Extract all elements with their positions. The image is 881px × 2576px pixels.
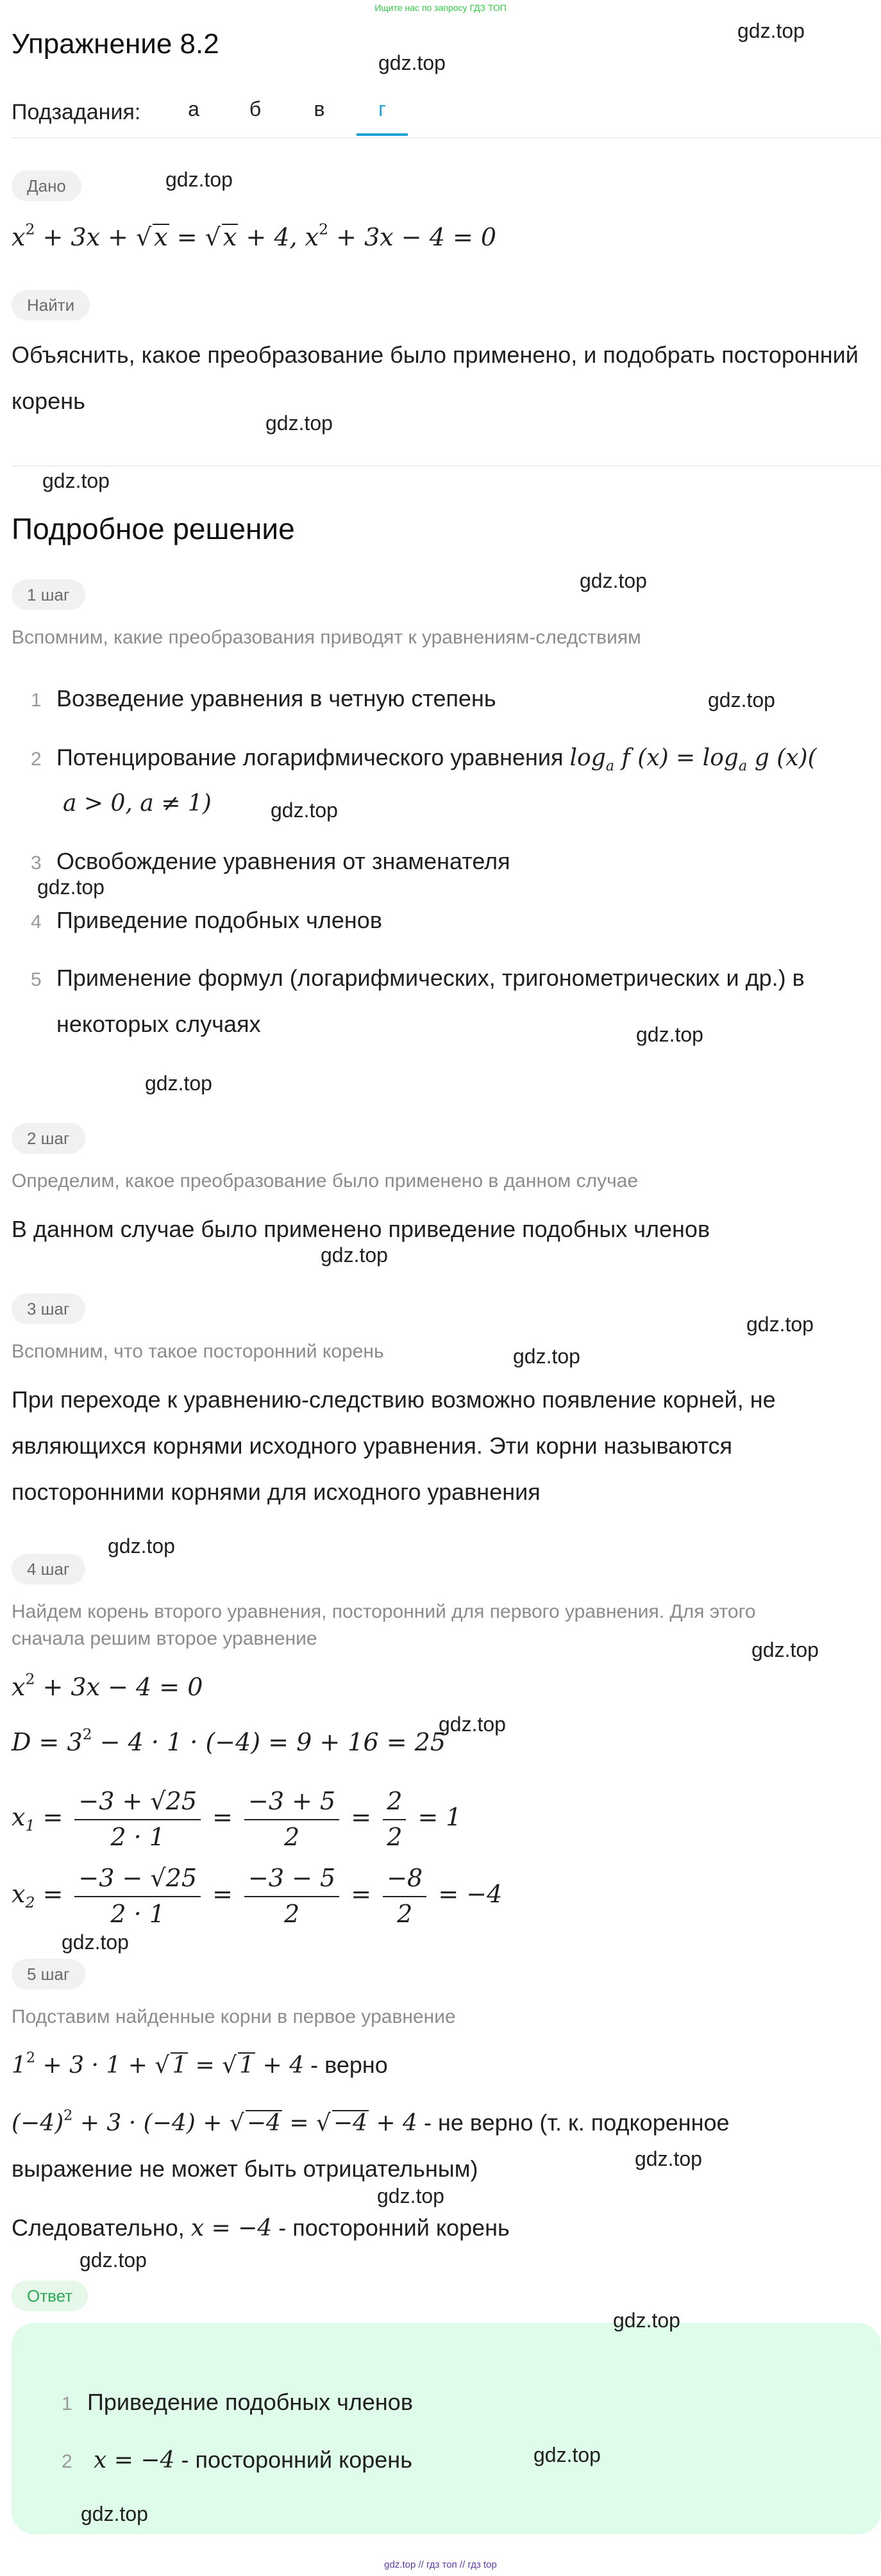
watermark: gdz.top	[708, 688, 775, 711]
watermark: gdz.top	[378, 51, 446, 74]
watermark: gdz.top	[513, 1345, 580, 1368]
divider	[12, 465, 881, 467]
step-3-badge: 3 шаг	[12, 1293, 85, 1324]
watermark: gdz.top	[145, 1072, 212, 1095]
step-4-discriminant: $D = 3^2 - 4 \cdot 1 \cdot (-4) = 9 + 16 = 25$	[12, 1725, 446, 1756]
answer-item: 2 x = −4 - посторонний корень	[62, 2447, 412, 2473]
step-1-hint: Вспомним, какие преобразования приводят к уравнениям-следствиям	[12, 627, 641, 648]
watermark: gdz.top	[635, 2147, 702, 2170]
watermark: gdz.top	[746, 1313, 814, 1336]
list-item: 2 Потенцирование логарифмического уравнения $\log_a f$ $(x) = \log_a g$ (x)(	[31, 744, 817, 774]
list-item: 3 Освобождение уравнения от знаменателя	[31, 848, 510, 874]
step-3-line: являющихся корнями исходного уравнения. Эти корни называются	[12, 1433, 732, 1459]
watermark: gdz.top	[613, 2309, 680, 2332]
answer-item: 1 Приведение подобных членов	[62, 2389, 413, 2415]
watermark: gdz.top	[737, 19, 805, 42]
step-4-equation: $x^2 + 3x - 4 = 0$	[12, 1670, 203, 1701]
step-5-check-2-line-2: выражение не может быть отрицательным)	[12, 2156, 478, 2182]
step-4-x1: $x_1$ = $\frac{-3 + √25}{2 \cdot 1}$ = $\frac{-3 + 5}{2}$ = $\frac{2}{2}$ = 1	[12, 1786, 462, 1851]
find-line-2: корень	[12, 388, 85, 414]
step-5-badge: 5 шаг	[12, 1959, 85, 1990]
list-item-condition: a > 0, a ≠ 1)	[63, 790, 212, 817]
watermark: gdz.top	[580, 569, 647, 592]
watermark: gdz.top	[321, 1243, 388, 1267]
divider	[12, 137, 881, 138]
watermark: gdz.top	[165, 168, 233, 191]
tab-a[interactable]: а	[188, 97, 199, 120]
footer-links[interactable]: gdz.top // гдз топ // гдз top	[384, 2559, 497, 2570]
solution-title: Подробное решение	[12, 512, 295, 545]
step-3-hint: Вспомним, что такое посторонний корень	[12, 1341, 384, 1362]
list-item-continuation: некоторых случаях	[56, 1011, 261, 1037]
watermark: gdz.top	[636, 1023, 703, 1046]
step-2-hint: Определим, какое преобразование было применено в данном случае	[12, 1170, 639, 1192]
subtasks-label: Подзадания:	[12, 100, 141, 124]
step-4-hint: сначала решим второе уравнение	[12, 1628, 317, 1649]
step-5-check-1: $1^2 + 3 \cdot 1$ + √ 1 = √ 1 + 4 - верно	[12, 2049, 388, 2079]
watermark: gdz.top	[37, 876, 105, 899]
watermark: gdz.top	[80, 2248, 147, 2272]
watermark: gdz.top	[108, 1534, 175, 1558]
watermark: gdz.top	[533, 2443, 601, 2466]
watermark: gdz.top	[439, 1713, 506, 1736]
step-4-hint: Найдем корень второго уравнения, посторонний для первого уравнения. Для этого	[12, 1601, 756, 1622]
answer-badge: Ответ	[12, 2281, 88, 2311]
tab-v[interactable]: в	[314, 97, 325, 120]
step-5-conclusion: Следовательно, x = −4 - посторонний корень	[12, 2215, 510, 2241]
find-badge: Найти	[12, 290, 90, 320]
tab-g[interactable]: г	[357, 97, 408, 136]
step-1-badge: 1 шаг	[12, 579, 85, 610]
list-item: 4 Приведение подобных членов	[31, 907, 382, 933]
step-5-check-2: $(-4)^2 + 3 \cdot (-4)$ + √ −4 = √ −4 + 4 - не верно (т. к. подкоренное	[12, 2107, 730, 2136]
watermark: gdz.top	[42, 469, 110, 492]
step-2-badge: 2 шаг	[12, 1123, 85, 1154]
find-line-1: Объяснить, какое преобразование было применено, и подобрать посторонний	[12, 342, 859, 368]
given-badge: Дано	[12, 170, 81, 201]
given-equations: $x^2 + 3x$ + √ x = √ x + 4, $x^2 + 3x - 4 = 0$	[12, 220, 497, 251]
watermark: gdz.top	[751, 1638, 819, 1661]
top-banner: Ищите нас по запросу ГДЗ ТОП	[374, 3, 507, 13]
list-item: 1 Возведение уравнения в четную степень	[31, 685, 496, 711]
step-3-line: При переходе к уравнению-следствию возможно появление корней, не	[12, 1386, 776, 1413]
watermark: gdz.top	[377, 2184, 444, 2207]
step-5-hint: Подставим найденные корни в первое уравнение	[12, 2006, 456, 2027]
list-item: 5 Применение формул (логарифмических, тригонометрических и др.) в	[31, 965, 805, 991]
watermark: gdz.top	[62, 1931, 129, 1954]
step-4-x2: $x_2$ = $\frac{-3 - √25}{2 \cdot 1}$ = $\frac{-3 - 5}{2}$ = $\frac{-8}{2}$ = −4	[12, 1863, 503, 1928]
page-title: Упражнение 8.2	[12, 28, 219, 60]
step-3-line: посторонними корнями для исходного уравнения	[12, 1479, 541, 1505]
step-4-badge: 4 шаг	[12, 1554, 85, 1584]
tab-b[interactable]: б	[249, 97, 262, 120]
watermark: gdz.top	[265, 411, 333, 435]
step-2-text: В данном случае было применено приведение подобных членов	[12, 1216, 710, 1242]
watermark: gdz.top	[81, 2502, 148, 2525]
watermark: gdz.top	[271, 799, 338, 822]
